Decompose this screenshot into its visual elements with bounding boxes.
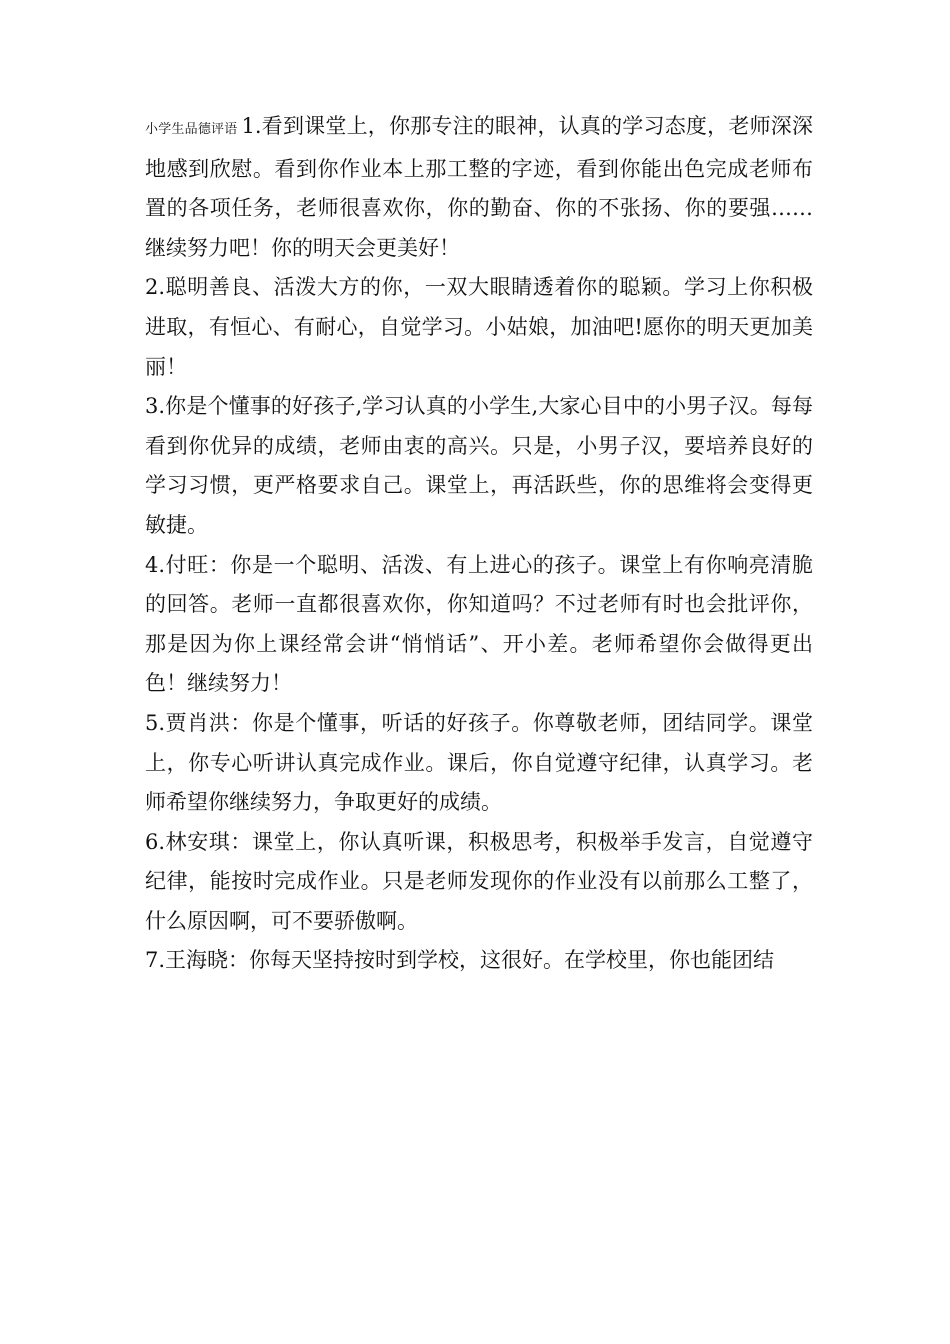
paragraph-7: 7.王海晓：你每天坚持按时到学校，这很好。在学校里，你也能团结 [145, 948, 775, 973]
paragraph-3: 3.你是个懂事的好孩子,学习认真的小学生,大家心目中的小男子汉。每每看到你优异的成绩，老师由衷的高兴。只是，小男子汉，要培养良好的学习习惯，更严格要求自己。课堂上，再活跃些，你的思维将会变得更敏捷。 [145, 394, 813, 537]
paragraph-1 [145, 107, 813, 268]
paragraph-4: 4.付旺：你是一个聪明、活泼、有上进心的孩子。课堂上有你响亮清脆的回答。老师一直都很喜欢你，你知道吗？不过老师有时也会批评你，那是因为你上课经常会讲“悄悄话”、开小差。老师希望你会做得更出色！继续努力！ [145, 552, 813, 696]
paragraph-2: 2.聪明善良、活泼大方的你，一双大眼睛透着你的聪颖。学习上你积极进取，有恒心、有耐心，自觉学习。小姑娘，加油吧!愿你的明天更加美丽！ [145, 275, 813, 379]
paragraph-6: 6.林安琪：课堂上，你认真听课，积极思考，积极举手发言，自觉遵守纪律，能按时完成作业。只是老师发现你的作业没有以前那么工整了，什么原因啊，可不要骄傲啊。 [145, 829, 813, 933]
paragraph-1-text: 1.看到课堂上，你那专注的眼神，认真的学习态度，老师深深地感到欣慰。看到你作业本上那工整的字迹，看到你能出色完成老师布置的各项任务，老师很喜欢你，你的勤奋、你的不张扬、你的要强……继续努力吧！你的明天会更美好！ [145, 114, 813, 260]
document-heading: 小学生品德评语 [145, 122, 238, 137]
paragraph-5: 5.贾肖洪：你是个懂事，听话的好孩子。你尊敬老师，团结同学。课堂上，你专心听讲认真完成作业。课后，你自觉遵守纪律，认真学习。老师希望你继续努力，争取更好的成绩。 [145, 710, 813, 815]
document-page [145, 107, 813, 981]
